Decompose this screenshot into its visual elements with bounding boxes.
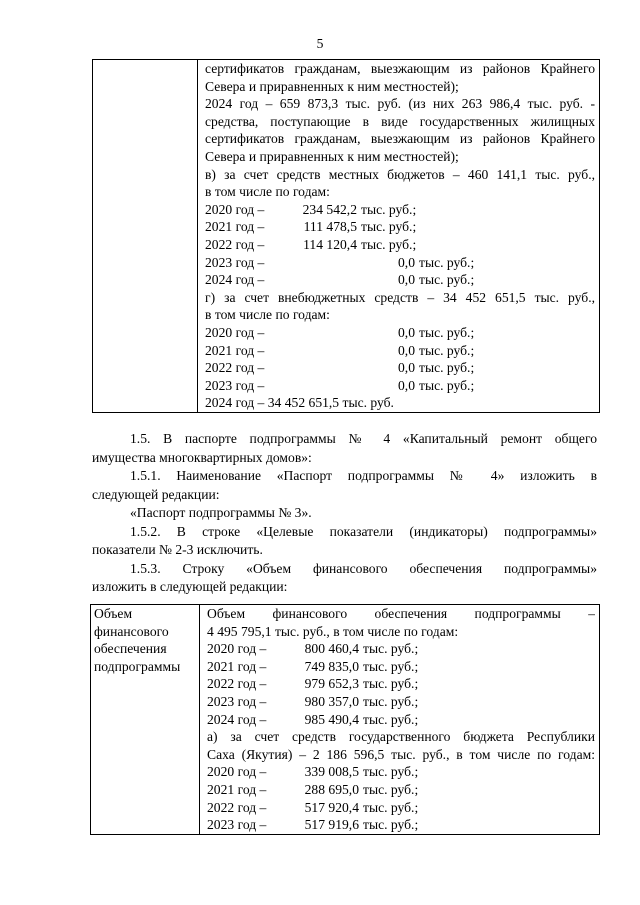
year-row: 2020 год – 0,0 тыс. руб.; [205,324,475,340]
year-row: 2024 год – 0,0 тыс. руб.; [205,272,475,288]
text-line: а) за счет средств государственного бюджета Республики [207,729,595,745]
year-row: 2023 год – 980 357,0 тыс. руб.; [207,693,419,709]
financing-table-continued [92,59,600,413]
paragraph-line: 1.5. В паспорте подпрограммы № 4 «Капитальный ремонт общего [130,431,597,446]
year-row: 2021 год – 288 695,0 тыс. руб.; [207,781,419,797]
text-line: Объем финансового обеспечения подпрограммы – [207,606,595,621]
year-row: 2023 год – 517 919,6 тыс. руб.; [207,817,419,833]
text-line: сертификатов гражданам, выезжающим из районов Крайнего [205,61,595,76]
text-line: г) за счет внебюджетных средств – 34 452 651,5 тыс. руб., [205,289,595,305]
paragraph-line: показатели № 2-3 исключить. [92,542,263,557]
year-row: 2024 год – 985 490,4 тыс. руб.; [207,711,419,727]
year-row: 2021 год – 111 478,5 тыс. руб.; [205,219,417,235]
text-line: в том числе по годам: [205,184,330,200]
financing-details-cell [200,605,600,835]
paragraph-line: 1.5.1. Наименование «Паспорт подпрограммы № 4» изложить в [130,468,597,483]
year-row: 2021 год – 749 835,0 тыс. руб.; [207,658,419,674]
label-line: обеспечения [94,641,167,657]
text-line: 4 495 795,1 тыс. руб., в том числе по годам: [207,623,459,639]
body-text [92,430,597,597]
text-line: 2024 год – 34 452 651,5 тыс. руб. [205,395,394,411]
year-row: 2020 год – 800 460,4 тыс. руб.; [207,641,419,657]
text-line: в) за счет средств местных бюджетов – 460 141,1 тыс. руб., [205,166,595,182]
year-row: 2022 год – 517 920,4 тыс. руб.; [207,799,419,815]
year-row: 2021 год – 0,0 тыс. руб.; [205,342,475,358]
label-cell-empty [93,60,198,413]
paragraph-line: имущества многоквартирных домов»: [92,449,312,465]
text-line: в том числе по годам: [205,307,330,323]
text-line: средства, поступающие в виде государственных жилищных [205,113,595,129]
year-row: 2023 год – 0,0 тыс. руб.; [205,377,475,393]
text-line: 2024 год – 659 873,3 тыс. руб. (из них 263 986,4 тыс. руб. - [205,96,595,112]
financing-volume-table [90,604,600,835]
label-line: финансового [94,623,169,639]
text-line: Саха (Якутия) – 2 186 596,5 тыс. руб., в том числе по годам: [207,746,595,762]
year-row: 2022 год – 979 652,3 тыс. руб.; [207,676,419,692]
text-line: Севера и приравненных к ним местностей); [205,148,459,164]
paragraph-line: изложить в следующей редакции: [92,579,288,594]
financing-details-cell [198,60,600,413]
year-row: 2020 год – 234 542,2 тыс. руб.; [205,201,417,217]
year-row: 2022 год – 0,0 тыс. руб.; [205,360,475,376]
text-line: сертификатов гражданам, выезжающим из районов Крайнего [205,131,595,147]
label-cell [91,605,200,835]
label-line: подпрограммы [94,658,181,674]
paragraph-line: следующей редакции: [92,486,220,502]
paragraph-line: 1.5.3. Строку «Объем финансового обеспечения подпрограммы» [130,560,597,576]
paragraph-line: 1.5.2. В строке «Целевые показатели (индикаторы) подпрограммы» [130,523,597,539]
year-row: 2023 год – 0,0 тыс. руб.; [205,254,475,270]
label-line: Объем [94,606,133,621]
year-row: 2020 год – 339 008,5 тыс. руб.; [207,764,419,780]
page-number: 5 [316,36,324,51]
paragraph-line: «Паспорт подпрограммы № 3». [130,505,312,520]
text-line: Севера и приравненных к ним местностей); [205,78,459,94]
year-row: 2022 год – 114 120,4 тыс. руб.; [205,236,417,252]
